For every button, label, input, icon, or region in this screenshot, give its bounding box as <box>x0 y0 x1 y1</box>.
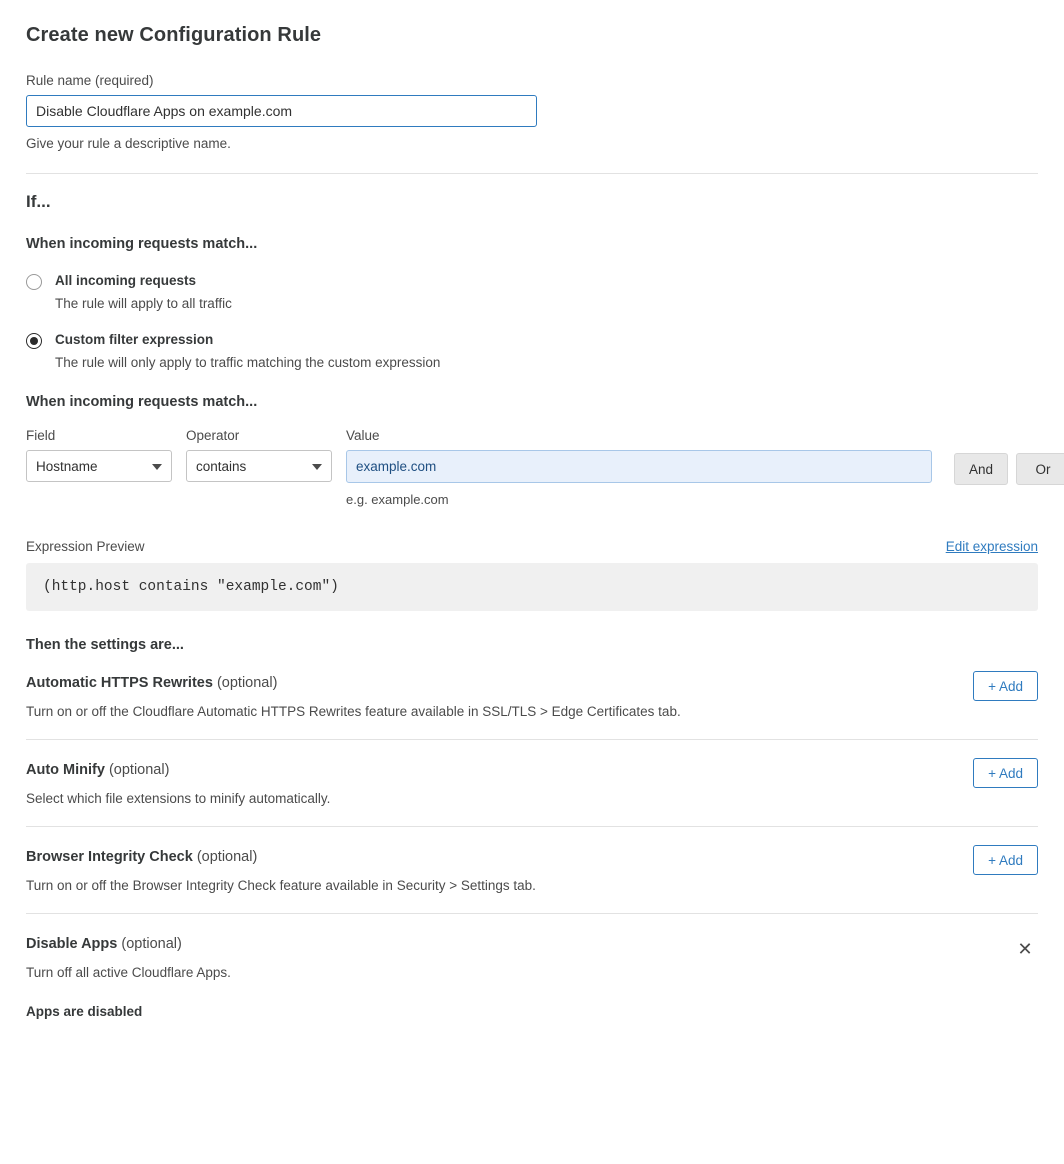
expression-preview-box: (http.host contains "example.com") <box>26 563 1038 611</box>
radio-icon-custom-filter[interactable] <box>26 333 42 349</box>
builder-heading: When incoming requests match... <box>26 394 258 410</box>
add-button-auto-minify[interactable]: + Add <box>973 758 1038 788</box>
radio-desc-custom-filter: The rule will only apply to traffic matching the custom expression <box>55 355 441 370</box>
setting-browser-integrity-check <box>26 826 1038 913</box>
chevron-down-icon <box>312 464 322 470</box>
setting-status-disable-apps: Apps are disabled <box>26 1004 143 1019</box>
if-heading: If... <box>26 192 51 211</box>
setting-optional-automatic-https-rewrites: (optional) <box>216 675 278 691</box>
logic-buttons <box>954 453 1064 485</box>
add-button-browser-integrity-check[interactable]: + Add <box>973 845 1038 875</box>
close-icon[interactable]: ✕ <box>1014 938 1036 960</box>
or-button[interactable]: Or <box>1016 453 1064 485</box>
operator-label: Operator <box>186 428 240 443</box>
setting-optional-disable-apps: (optional) <box>121 936 182 952</box>
operator-column <box>186 428 332 482</box>
match-heading: When incoming requests match... <box>26 236 258 252</box>
setting-desc-browser-integrity-check: Turn on or off the Browser Integrity Check feature available in Security > Settings tab. <box>26 878 536 893</box>
setting-desc-disable-apps: Turn off all active Cloudflare Apps. <box>26 965 231 980</box>
page-title: Create new Configuration Rule <box>26 24 322 46</box>
configuration-rule-page <box>0 12 1064 1039</box>
setting-title-auto-minify: Auto Minify <box>26 762 105 778</box>
setting-title-disable-apps: Disable Apps <box>26 936 118 952</box>
field-select-value: Hostname <box>36 458 98 474</box>
expression-preview-label: Expression Preview <box>26 539 145 554</box>
rule-name-helper: Give your rule a descriptive name. <box>26 136 231 151</box>
operator-select[interactable] <box>186 450 332 482</box>
setting-desc-auto-minify: Select which file extensions to minify automatically. <box>26 791 331 806</box>
field-select[interactable] <box>26 450 172 482</box>
value-label: Value <box>346 428 380 443</box>
field-label: Field <box>26 428 56 443</box>
operator-select-value: contains <box>196 458 247 474</box>
radio-option-all-requests[interactable] <box>26 272 1038 311</box>
add-button-automatic-https-rewrites[interactable]: + Add <box>973 671 1038 701</box>
radio-option-custom-filter[interactable] <box>26 331 1038 370</box>
setting-auto-minify <box>26 739 1038 826</box>
radio-icon-all-requests[interactable] <box>26 274 42 290</box>
radio-label-all-requests: All incoming requests <box>55 273 197 288</box>
rule-name-input[interactable] <box>26 95 537 127</box>
expression-preview-header <box>26 539 1038 554</box>
setting-disable-apps <box>26 913 1038 1039</box>
value-input[interactable] <box>346 450 932 483</box>
edit-expression-link[interactable]: Edit expression <box>945 539 1038 554</box>
then-heading: Then the settings are... <box>26 637 184 653</box>
setting-title-browser-integrity-check: Browser Integrity Check <box>26 849 193 865</box>
radio-label-custom-filter: Custom filter expression <box>55 332 214 347</box>
setting-desc-automatic-https-rewrites: Turn on or off the Cloudflare Automatic HTTPS Rewrites feature available in SSL/TLS > Edge Certificates tab. <box>26 704 681 719</box>
section-divider <box>26 173 1038 174</box>
setting-title-automatic-https-rewrites: Automatic HTTPS Rewrites <box>26 675 213 691</box>
value-help-text: e.g. example.com <box>346 492 449 507</box>
and-button[interactable]: And <box>954 453 1008 485</box>
value-column <box>346 428 932 507</box>
field-column <box>26 428 172 482</box>
chevron-down-icon <box>152 464 162 470</box>
radio-desc-all-requests: The rule will apply to all traffic <box>55 296 232 311</box>
setting-optional-auto-minify: (optional) <box>108 762 170 778</box>
rule-name-label: Rule name (required) <box>26 73 154 88</box>
setting-optional-browser-integrity-check: (optional) <box>196 849 258 865</box>
setting-automatic-https-rewrites <box>26 653 1038 739</box>
expression-builder <box>26 428 1051 507</box>
